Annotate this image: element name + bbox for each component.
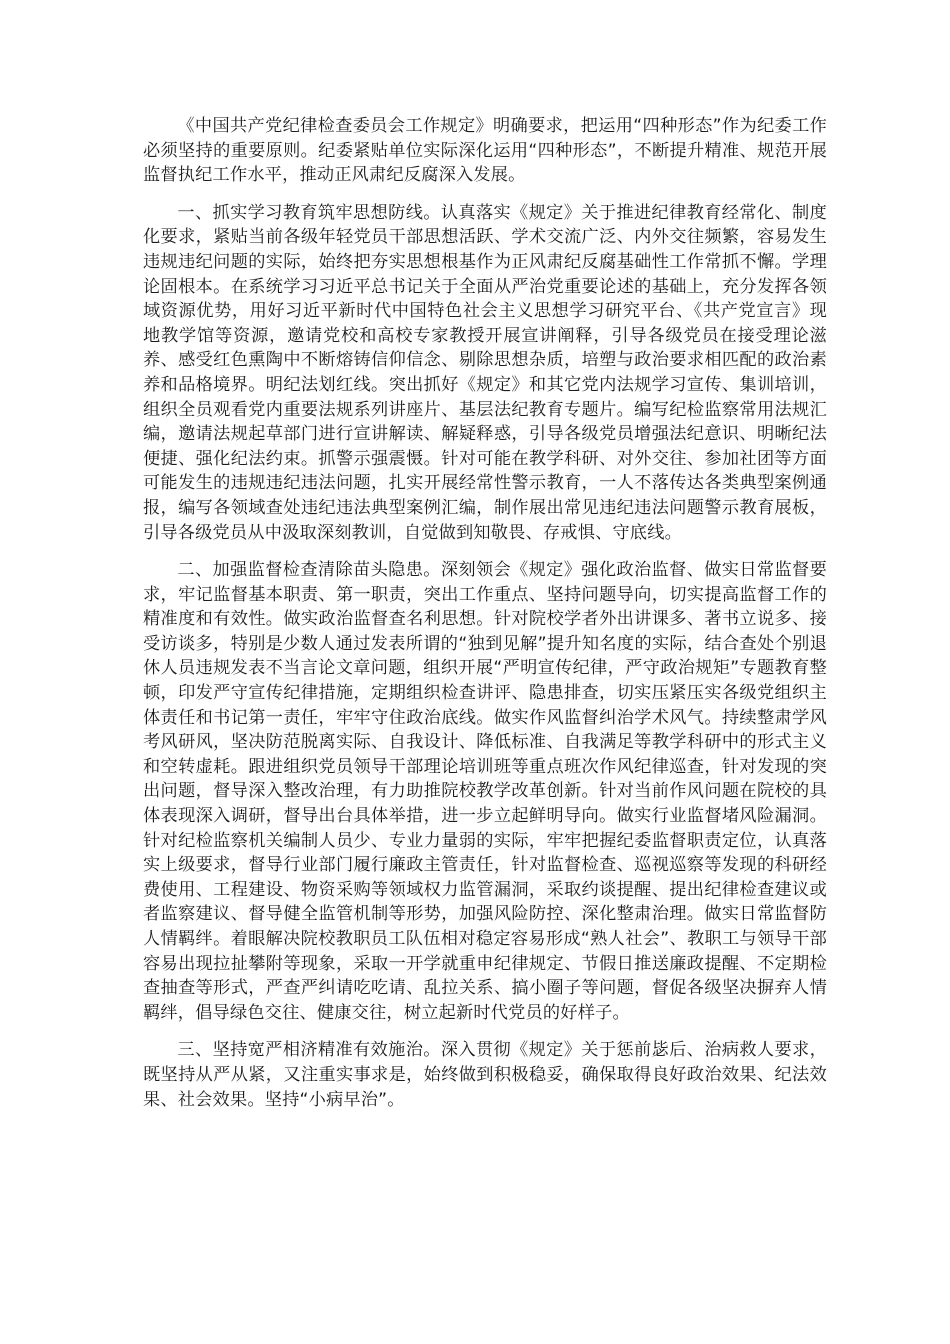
section-two-paragraph: 二、加强监督检查清除苗头隐患。深刻领会《规定》强化政治监督、做实日常监督要求，牢记监督基本职责、第一职责，突出工作重点、坚持问题导向，切实提高监督工作的精准度和有效性。做实政治监督查名利思想。针对院校学者外出讲课多、著书立说多、接受访谈多，特别是少数人通过发表所谓的“独到见解”提升知名度的实际，结合查处个别退休人员违规发表不当言论文章问题，组织开展“严明宣传纪律，严守政治规矩”专题教育整顿，印发严守宣传纪律措施，定期组织检查讲评、隐患排查，切实压紧压实各级党组织主体责任和书记第一责任，牢牢守住政治底线。做实作风监督纠治学术风气。持续整肃学风考风研风，坚决防范脱离实际、自我设计、降低标准、自我满足等教学科研中的形式主义和空转虚耗。跟进组织党员领导干部理论培训班等重点班次作风纪律巡查，针对发现的突出问题，督导深入整改治理，有力助推院校教学改革创新。针对当前作风问题在院校的具体表现深入调研，督导出台具体举措，进一步立起鲜明导向。做实行业监督堵风险漏洞。针对纪检监察机关编制人员少、专业力量弱的实际，牢牢把握纪委监督职责定位，认真落实上级要求，督导行业部门履行廉政主管责任，针对监督检查、巡视巡察等发现的科研经费使用、工程建设、物资采购等领域权力监管漏洞，采取约谈提醒、提出纪律检查建议或者监察建议、督导健全监管机制等形势，加强风险防控、深化整肃治理。做实日常监督防人情羁绊。着眼解决院校教职员工队伍相对稳定容易形成“熟人社会”、教职工与领导干部容易出现拉扯攀附等现象，采取一开学就重申纪律规定、节假日推送廉政提醒、不定期检查抽查等形式，严查严纠请吃吃请、乱拉关系、搞小圈子等问题，督促各级坚决摒弃人情羁绊，倡导绿色交往、健康交往，树立起新时代党员的好样子。 xyxy=(143,560,827,1023)
section-three-paragraph: 三、坚持宽严相济精准有效施治。深入贯彻《规定》关于惩前毖后、治病救人要求，既坚持从严从紧，又注重实事求是，始终做到积极稳妥，确保取得良好政治效果、纪法效果、社会效果。坚持“小病早治”。 xyxy=(143,1040,827,1110)
intro-paragraph: 《中国共产党纪律检查委员会工作规定》明确要求，把运用“四种形态”作为纪委工作必须坚持的重要原则。纪委紧贴单位实际深化运用“四种形态”，不断提升精准、规范开展监督执纪工作水平，推动正风肃纪反腐深入发展。 xyxy=(143,116,827,186)
section-one-paragraph: 一、抓实学习教育筑牢思想防线。认真落实《规定》关于推进纪律教育经常化、制度化要求，紧贴当前各级年轻党员干部思想活跃、学术交流广泛、内外交往频繁，容易发生违规违纪问题的实际，始终把夯实思想根基作为正风肃纪反腐基础性工作常抓不懈。学理论固根本。在系统学习习近平总书记关于全面从严治党重要论述的基础上，充分发挥各领域资源优势，用好习近平新时代中国特色社会主义思想学习研究平台、《共产党宣言》现地教学馆等资源，邀请党校和高校专家教授开展宣讲阐释，引导各级党员在接受理论滋养、感受红色熏陶中不断熔铸信仰信念、剔除思想杂质，培塑与政治要求相匹配的政治素养和品格境界。明纪法划红线。突出抓好《规定》和其它党内法规学习宣传、集训培训，组织全员观看党内重要法规系列讲座片、基层法纪教育专题片。编写纪检监察常用法规汇编，邀请法规起草部门进行宣讲解读、解疑释惑，引导各级党员增强法纪意识、明晰纪法便捷、强化纪法约束。抓警示强震慑。针对可能在教学科研、对外交往、参加社团等方面可能发生的违规违纪违法问题，扎实开展经常性警示教育，一人不落传达各类典型案例通报，编写各领域查处违纪违法典型案例汇编，制作展出常见违纪违法问题警示教育展板，引导各级党员从中汲取深刻教训，自觉做到知敬畏、存戒惧、守底线。 xyxy=(143,202,827,543)
document-body xyxy=(143,114,827,1125)
